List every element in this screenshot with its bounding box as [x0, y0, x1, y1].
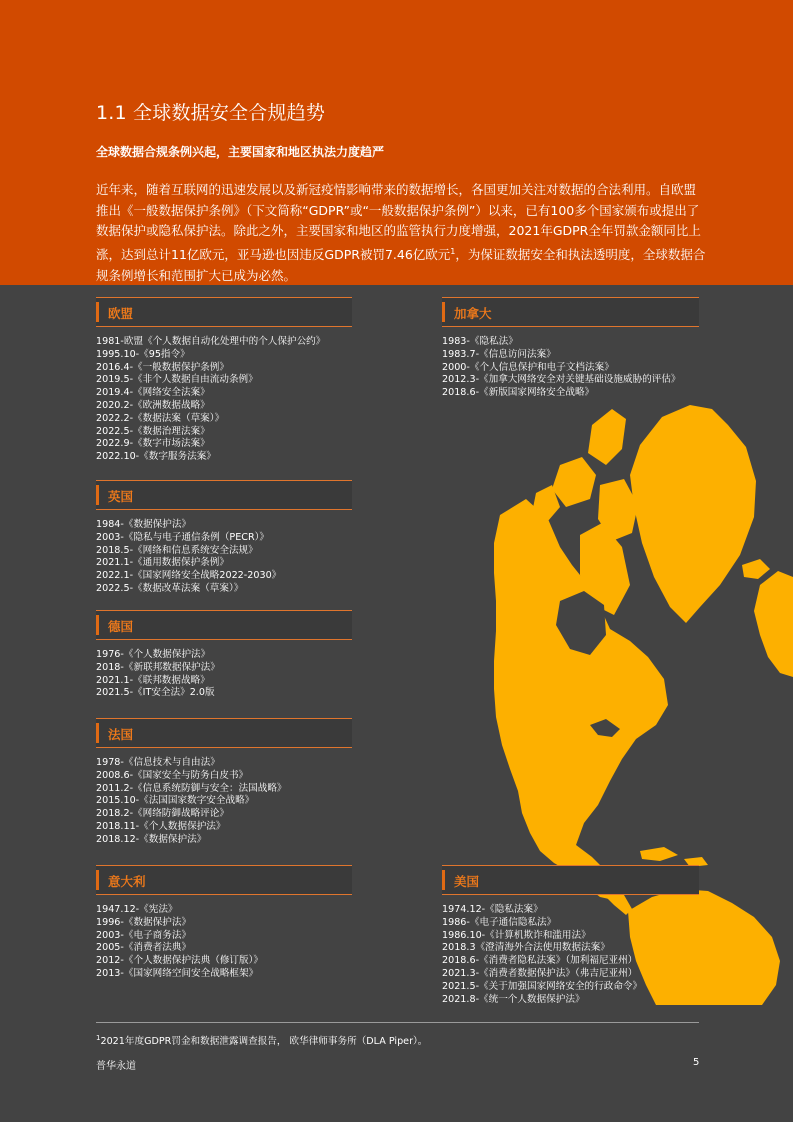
- law-list: [96, 336, 352, 464]
- intro-paragraph: [96, 180, 706, 286]
- law-item: 2018.11-《个人数据保护法》: [96, 820, 226, 832]
- header-accent-bar: [96, 723, 99, 743]
- header-accent-bar: [442, 302, 445, 322]
- section-eu: [96, 297, 352, 464]
- law-item: 2021.3-《消费者数据保护法》（弗吉尼亚州）: [442, 967, 638, 979]
- section-header: [442, 297, 699, 327]
- law-item: 2022.9-《数字市场法案》: [96, 438, 210, 450]
- header-accent-bar: [442, 870, 445, 890]
- law-item: 2022.2-《数据法案（草案）》: [96, 412, 225, 424]
- footnote-mark: 1: [96, 1033, 101, 1042]
- law-list: [442, 336, 699, 400]
- law-list: [96, 904, 352, 981]
- section-it: [96, 865, 352, 981]
- section-fr: [96, 718, 352, 847]
- section-header: [96, 610, 352, 640]
- intro-text-part2: ，为保证数据安全和执法透明度，全球数据合规条例增长和范围扩大已成为必然。: [96, 246, 706, 283]
- section-title: 法国: [108, 727, 134, 742]
- law-item: 1947.12-《宪法》: [96, 904, 178, 915]
- page-number: 5: [693, 1057, 700, 1068]
- footer-brand: 普华永道: [96, 1061, 136, 1072]
- law-item: 2003-《电子商务法》: [96, 929, 192, 941]
- hero-banner: [0, 0, 793, 285]
- law-item: 2008.6-《国家安全与防务白皮书》: [96, 769, 249, 781]
- law-item: 2021.5-《IT安全法》2.0版: [96, 687, 215, 699]
- law-item: 2011.2-《信息系统防御与安全：法国战略》: [96, 782, 287, 794]
- section-title: 美国: [454, 874, 480, 889]
- law-item: 2019.5-《非个人数据自由流动条例》: [96, 374, 258, 386]
- law-item: 2018.6-《新版国家网络安全战略》: [442, 387, 595, 399]
- law-item: 2012.3-《加拿大网络安全对关键基础设施威胁的评估》: [442, 374, 681, 386]
- law-item: 2018.2-《网络防御战略评论》: [96, 808, 229, 820]
- law-item: 1995.10-《95指令》: [96, 348, 190, 360]
- arctic-island-shape: [552, 457, 596, 507]
- law-item: 1976-《个人数据保护法》: [96, 649, 211, 660]
- law-item: 1996-《数据保护法》: [96, 916, 192, 928]
- footnote-text: 2021年度GDPR罚金和数据泄露调查报告， 欧华律师事务所（DLA Piper）。: [100, 1036, 428, 1047]
- law-item: 1984-《数据保护法》: [96, 519, 192, 530]
- law-item: 1986-《电子通信隐私法》: [442, 916, 557, 928]
- law-item: 1983-《隐私法》: [442, 336, 518, 347]
- iceland-shape: [742, 559, 770, 579]
- law-item: 2019.4-《网络安全法案》: [96, 387, 210, 399]
- law-item: 2005-《消费者法典》: [96, 942, 192, 954]
- header-accent-bar: [96, 870, 99, 890]
- section-header: [96, 718, 352, 748]
- law-item: 2022.5-《数据改革法案（草案）》: [96, 582, 244, 594]
- section-uk: [96, 480, 352, 596]
- footnote-divider: [96, 1022, 699, 1023]
- section-us: [442, 865, 699, 1006]
- law-item: 2018.5-《网络和信息系统安全法规》: [96, 544, 258, 556]
- section-header: [96, 865, 352, 895]
- law-item: 2021.1-《通用数据保护条例》: [96, 557, 229, 569]
- law-item: 2016.4-《一般数据保护条例》: [96, 361, 229, 373]
- law-list: [96, 519, 352, 596]
- section-title: 欧盟: [108, 306, 134, 321]
- law-item: 1974.12-《隐私法案》: [442, 904, 543, 915]
- law-item: 2018.12-《数据保护法》: [96, 833, 207, 845]
- page-subtitle: 全球数据合规条例兴起，主要国家和地区执法力度趋严: [96, 145, 385, 159]
- law-item: 1986.10-《计算机欺诈和滥用法》: [442, 929, 591, 941]
- law-item: 2012-《个人数据保护法典（修订版）》: [96, 955, 263, 967]
- section-de: [96, 610, 352, 700]
- law-item: 2013-《国家网络空间安全战略框架》: [96, 967, 259, 979]
- arctic-island-shape: [588, 409, 626, 465]
- law-item: 2021.5-《关于加强国家网络安全的行政命令》: [442, 980, 643, 992]
- footnote-reference: 1: [450, 246, 456, 256]
- law-item: 2021.8-《统一个人数据保护法》: [442, 993, 585, 1005]
- section-title: 加拿大: [454, 306, 492, 321]
- section-header: [96, 480, 352, 510]
- law-item: 2000-《个人信息保护和电子文档法案》: [442, 361, 614, 373]
- law-item: 2021.1-《联邦数据战略》: [96, 674, 210, 686]
- law-item: 1981-欧盟《个人数据自动化处理中的个人保护公约》: [96, 336, 326, 347]
- section-title: 德国: [108, 619, 134, 634]
- intro-text-part1: 近年来，随着互联网的迅速发展以及新冠疫情影响带来的数据增长，各国更加关注对数据的合法利用。自欧盟推出《一般数据保护条例》（下文简称“GDPR”或“一般数据保护条例”）以来，已有100多个国家颁布或提出了数据保护或隐私保护法。除此之外，主要国家和地区的监管执行力度增强，2021年GDPR全年罚款金额同比上涨，达到总计11亿欧元，亚马逊也因违反GDPR被罚7.46亿欧元: [96, 182, 701, 262]
- footnote: [96, 1033, 427, 1047]
- section-ca: [442, 297, 699, 400]
- law-item: 2020.2-《欧洲数据战略》: [96, 399, 210, 411]
- law-item: 2022.10-《数字服务法案》: [96, 451, 216, 463]
- section-header: [96, 297, 352, 327]
- section-title: 意大利: [108, 874, 146, 889]
- header-accent-bar: [96, 485, 99, 505]
- caribbean-island-shape: [640, 847, 678, 861]
- law-item: 2015.10-《法国国家数字安全战略》: [96, 795, 255, 807]
- law-list: [96, 757, 352, 847]
- law-item: 1983.7-《信息访问法案》: [442, 348, 556, 360]
- page-title: 1.1 全球数据安全合规趋势: [96, 102, 326, 124]
- law-item: 2018.6-《消费者隐私法案》（加利福尼亚州）: [442, 955, 638, 967]
- header-accent-bar: [96, 615, 99, 635]
- law-list: [96, 649, 352, 700]
- law-item: 2022.1-《国家网络安全战略2022-2030》: [96, 570, 282, 582]
- law-item: 2018.3《澄清海外合法使用数据法案》: [442, 942, 610, 954]
- section-header: [442, 865, 699, 895]
- header-accent-bar: [96, 302, 99, 322]
- law-list: [442, 904, 699, 1006]
- section-title: 英国: [108, 489, 134, 504]
- law-item: 1978-《信息技术与自由法》: [96, 757, 220, 768]
- law-item: 2018-《新联邦数据保护法》: [96, 661, 220, 673]
- law-item: 2003-《隐私与电子通信条例（PECR）》: [96, 531, 270, 543]
- greenland-shape: [630, 405, 756, 623]
- law-item: 2022.5-《数据治理法案》: [96, 425, 210, 437]
- europe-edge-shape: [754, 571, 793, 677]
